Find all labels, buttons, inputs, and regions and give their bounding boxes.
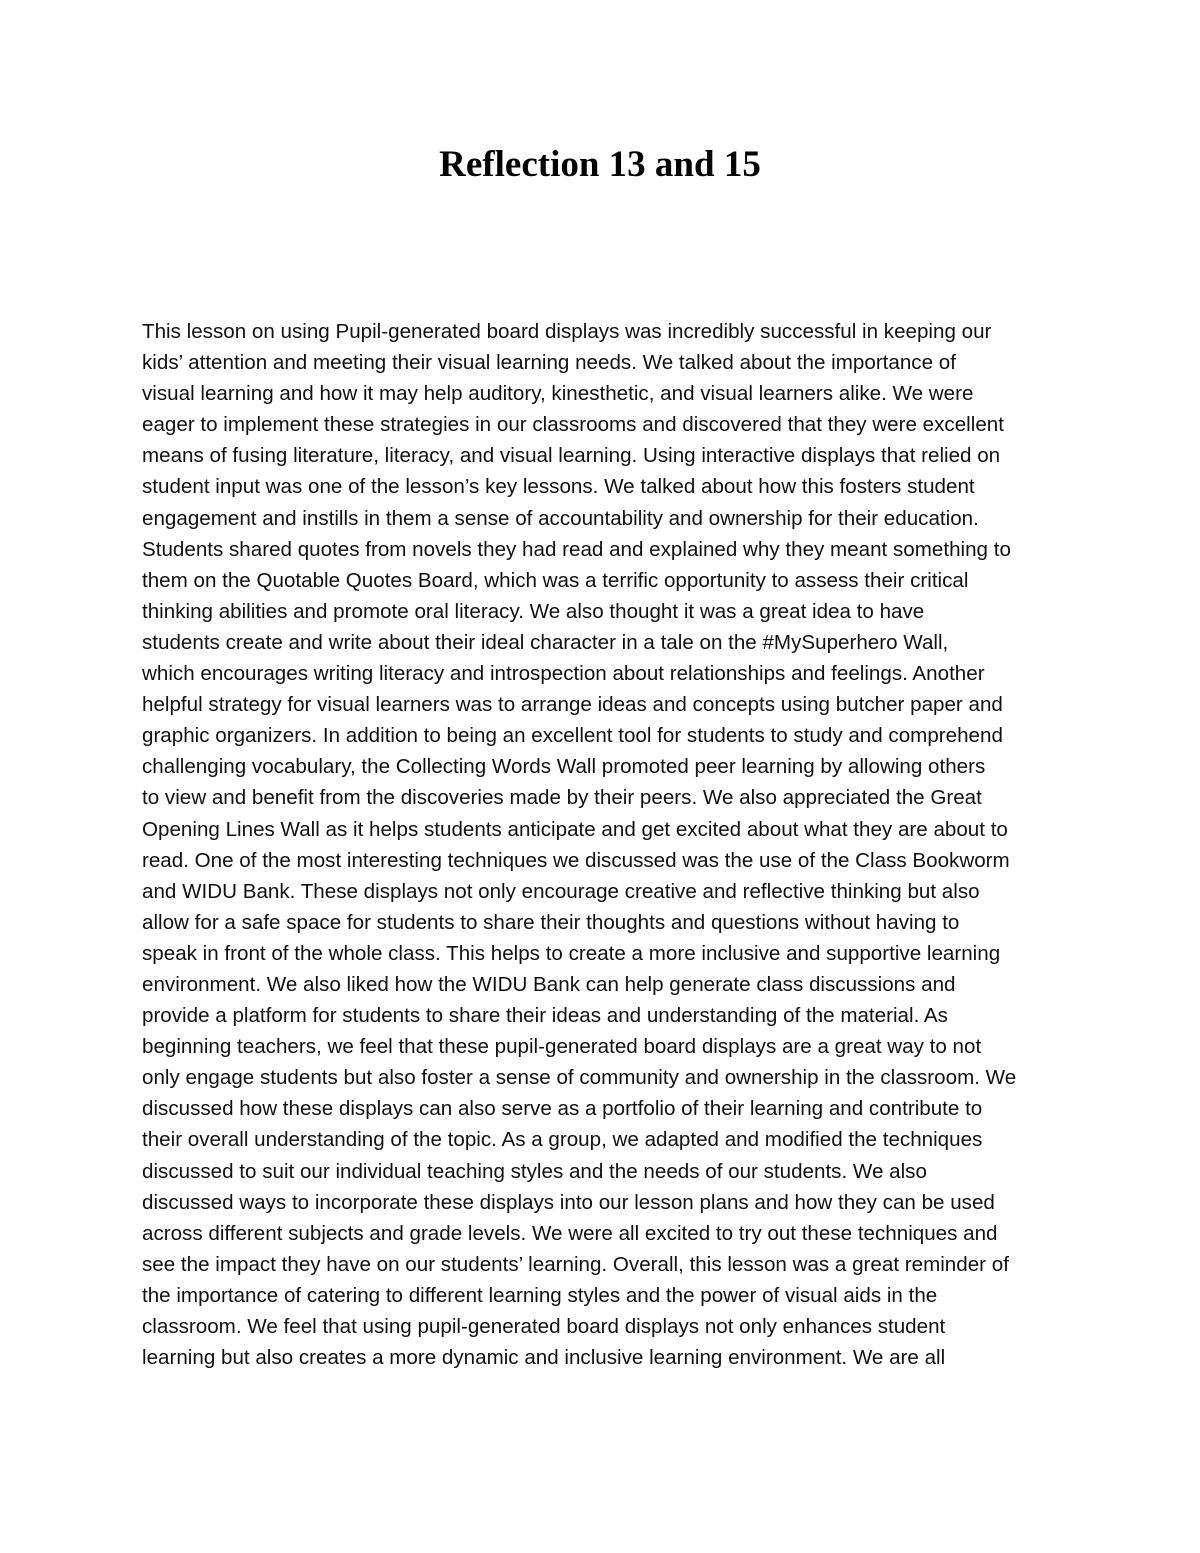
body-line: to view and benefit from the discoveries made by their peers. We also appreciated the Great bbox=[142, 786, 982, 810]
body-line: graphic organizers. In addition to being an excellent tool for students to study and comprehend bbox=[142, 724, 1003, 748]
body-line: classroom. We feel that using pupil-generated board displays not only enhances student bbox=[142, 1315, 946, 1338]
body-line: eager to implement these strategies in our classrooms and discovered that they were excellent bbox=[142, 413, 1004, 437]
body-line: read. One of the most interesting techniques we discussed was the use of the Class Bookworm bbox=[142, 848, 1010, 872]
body-line: see the impact they have on our students’ learning. Overall, this lesson was a great reminder of bbox=[142, 1252, 1009, 1276]
body-line: their overall understanding of the topic. As a group, we adapted and modified the techniques bbox=[142, 1128, 983, 1152]
body-line: across different subjects and grade levels. We were all excited to try out these techniques and bbox=[142, 1221, 998, 1245]
body-line: allow for a safe space for students to share their thoughts and questions without having to bbox=[142, 910, 960, 934]
body-line: challenging vocabulary, the Collecting Words Wall promoted peer learning by allowing others bbox=[142, 755, 986, 779]
body-line: visual learning and how it may help auditory, kinesthetic, and visual learners alike. We were bbox=[142, 382, 974, 406]
body-line: provide a platform for students to share their ideas and understanding of the material. As bbox=[142, 1004, 948, 1028]
body-line: learning but also creates a more dynamic and inclusive learning environment. We are all bbox=[142, 1346, 946, 1370]
body-line: discussed to suit our individual teaching styles and the needs of our students. We also bbox=[142, 1159, 927, 1183]
body-line: This lesson on using Pupil-generated board displays was incredibly successful in keeping our bbox=[142, 320, 992, 343]
body-line: engagement and instills in them a sense of accountability and ownership for their education. bbox=[142, 506, 979, 530]
body-line: Students shared quotes from novels they had read and explained why they meant something to bbox=[142, 537, 1011, 561]
body-line: student input was one of the lesson’s key lessons. We talked about how this fosters student bbox=[142, 475, 975, 499]
body-line: helpful strategy for visual learners was to arrange ideas and concepts using butcher paper and bbox=[142, 693, 1003, 717]
body-line: beginning teachers, we feel that these pupil-generated board displays are a great way to not bbox=[142, 1035, 982, 1059]
body-line: and WIDU Bank. These displays not only encourage creative and reflective thinking but also bbox=[142, 879, 980, 903]
body-line: environment. We also liked how the WIDU Bank can help generate class discussions and bbox=[142, 972, 956, 996]
body-line: the importance of catering to different learning styles and the power of visual aids in the bbox=[142, 1283, 938, 1307]
body-line: discussed ways to incorporate these displays into our lesson plans and how they can be used bbox=[142, 1190, 995, 1214]
body-line: Opening Lines Wall as it helps students anticipate and get excited about what they are about to bbox=[142, 817, 1008, 841]
body-line: only engage students but also foster a sense of community and ownership in the classroom. We bbox=[142, 1066, 1017, 1090]
body-line: discussed how these displays can also serve as a portfolio of their learning and contribute to bbox=[142, 1097, 983, 1121]
body-line: them on the Quotable Quotes Board, which was a terrific opportunity to assess their critical bbox=[142, 568, 969, 592]
body-line: speak in front of the whole class. This helps to create a more inclusive and supportive learning bbox=[142, 941, 1001, 965]
body-line: kids’ attention and meeting their visual learning needs. We talked about the importance of bbox=[142, 351, 956, 375]
body-line: which encourages writing literacy and introspection about relationships and feelings. Another bbox=[142, 662, 985, 686]
body-line: students create and write about their ideal character in a tale on the #MySuperhero Wall, bbox=[142, 630, 949, 654]
body-line: means of fusing literature, literacy, and visual learning. Using interactive displays that relied on bbox=[142, 444, 1001, 468]
body-line: thinking abilities and promote oral literacy. We also thought it was a great idea to have bbox=[142, 599, 925, 623]
document-title: Reflection 13 and 15 bbox=[439, 144, 761, 185]
document-body bbox=[142, 316, 1062, 1373]
